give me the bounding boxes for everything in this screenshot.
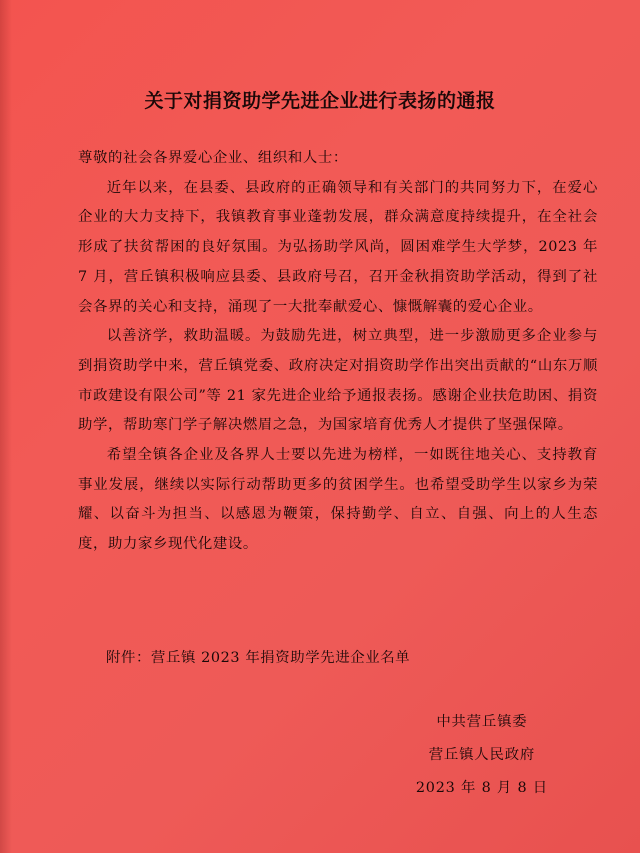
page-edge-shadow	[0, 0, 12, 853]
salutation: 尊敬的社会各界爱心企业、组织和人士：	[78, 150, 348, 166]
signature-block	[416, 706, 548, 805]
document-title: 关于对捐资助学先进企业进行表扬的通报	[144, 90, 496, 112]
paragraph-2: 以善济学，救助温暖。为鼓励先进，树立典型，进一步激励更多企业参与到捐资助学中来，营丘镇党委、政府决定对捐资助学作出突出贡献的“山东万顺市政建设有限公司”等 21 家先进企业给予通报表扬。感谢企业扶危助困、捐资助学，帮助寒门学子解决燃眉之急，为国家培育优秀人才提供了坚强保障。	[78, 328, 598, 434]
attachment-note: 附件：营丘镇 2023 年捐资助学先进企业名单	[106, 650, 411, 666]
signature-org-government: 营丘镇人民政府	[428, 747, 536, 763]
document-body	[78, 144, 598, 560]
signature-org-party-committee: 中共营丘镇委	[436, 714, 528, 730]
signature-date: 2023 年 8 月 8 日	[415, 780, 548, 796]
paragraph-3: 希望全镇各企业及各界人士要以先进为榜样，一如既往地关心、支持教育事业发展，继续以实际行动帮助更多的贫困学生。也希望受助学生以家乡为荣耀、以奋斗为担当、以感恩为鞭策，保持勤学、自立、自强、向上的人生态度，助力家乡现代化建设。	[78, 447, 598, 553]
paragraph-1: 近年以来，在县委、县政府的正确领导和有关部门的共同努力下，在爱心企业的大力支持下，我镇教育事业蓬勃发展，群众满意度持续提升，在全社会形成了扶贫帮困的良好氛围。为弘扬助学风尚，圆困难学生大学梦，2023 年 7 月，营丘镇积极响应县委、县政府号召，召开金秋捐资助学活动，得到了社会各界的关心和支持，涌现了一大批奉献爱心、慷慨解囊的爱心企业。	[78, 179, 598, 315]
